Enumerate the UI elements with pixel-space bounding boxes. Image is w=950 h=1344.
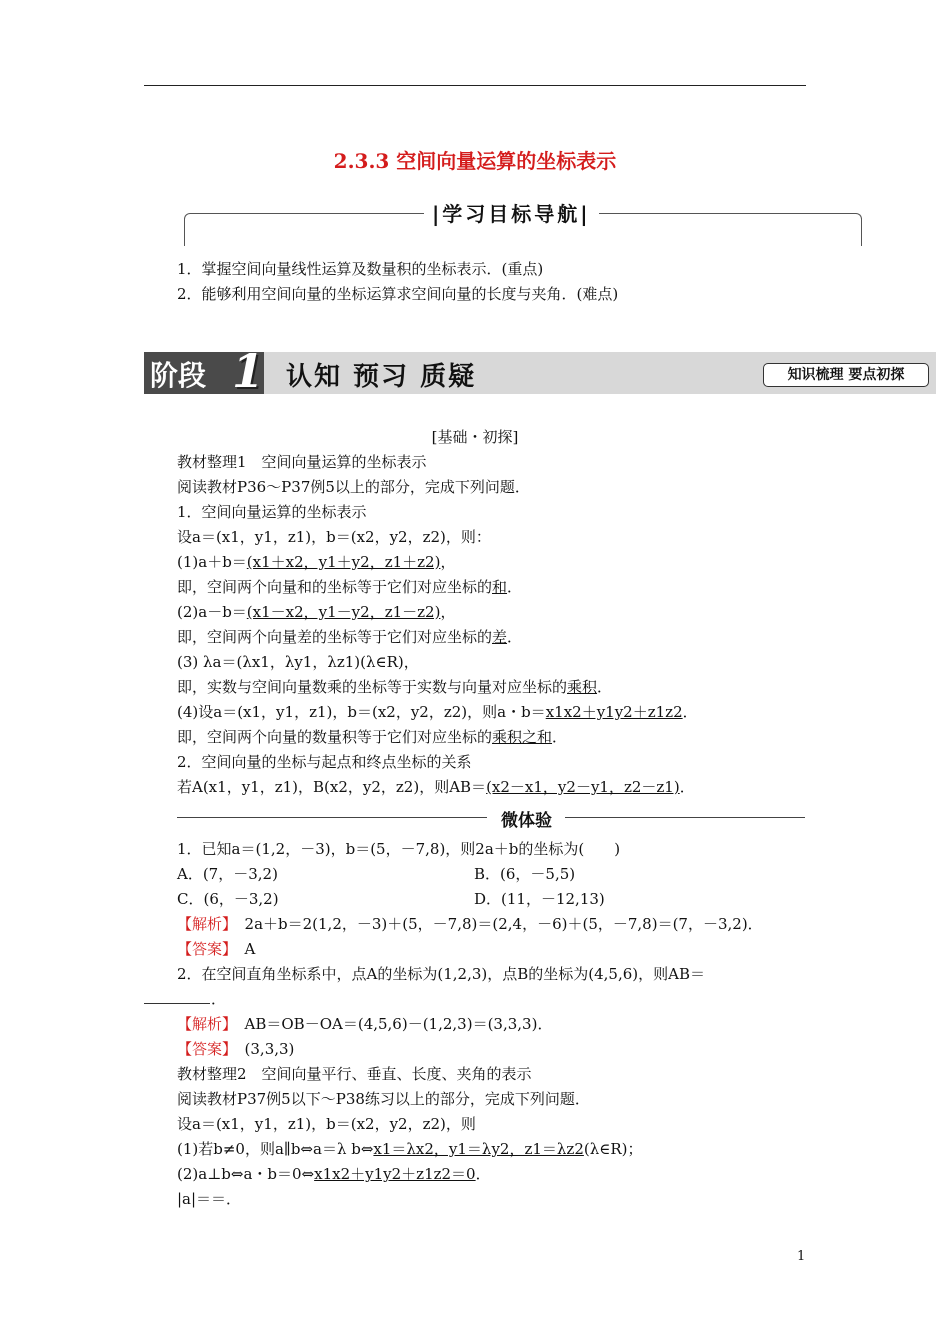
question-1-analysis-text: 2a＋b＝2(1,2，－3)＋(5，－7,8)＝(2,4，－6)＋(5，－7,8)＝(7，－3,2)． — [244, 915, 763, 933]
practice-rule-left — [177, 817, 487, 818]
question-2-tail: ． — [211, 990, 227, 1008]
answer-tag: 【答案】 — [177, 940, 230, 958]
stage-title: 认知 预习 质疑 — [286, 362, 477, 392]
analysis-tag: 【解析】 — [177, 1015, 230, 1033]
goals-label: |学习目标导航| — [424, 198, 599, 227]
stage-number: 1 — [232, 344, 265, 398]
formula-parallel-tail: (λ∈R)； — [583, 1140, 643, 1158]
question-1: 1．已知a＝(1,2，－3)，b＝(5，－7,8)，则2a＋b的坐标为( ) — [177, 840, 621, 858]
basis-label: [基础・初探] — [431, 428, 519, 446]
formula-perpendicular-answer: x1x2＋y1y2＋z1z2＝0 — [314, 1165, 476, 1183]
question-1-option-d: D．(11，－12,13) — [474, 890, 605, 908]
header-rule — [144, 85, 806, 86]
note-diff-tail: ． — [507, 628, 523, 646]
note-dot — [177, 726, 567, 747]
formula-diff-tail: ， — [440, 603, 456, 621]
formula-parallel — [177, 1138, 642, 1159]
question-2-analysis-text: AB＝OB－OA＝(4,5,6)－(1,2,3)＝(3,3,3)． — [244, 1015, 553, 1033]
reading-note-1: 阅读教材P36～P37例5以上的部分，完成下列问题． — [177, 478, 530, 496]
definition-1: 设a＝(x1，y1，z1)，b＝(x2，y2，z2)，则： — [177, 528, 491, 546]
formula-dot-lead: (4)设a＝(x1，y1，z1)，b＝(x2，y2，z2)，则a・b＝ — [177, 703, 546, 721]
formula-sum — [177, 551, 455, 572]
note-scalar-answer: 乘积 — [567, 678, 598, 696]
note-diff-answer: 差 — [492, 628, 508, 646]
question-2-analysis — [177, 1013, 552, 1034]
textbook-section-1: 教材整理1 空间向量运算的坐标表示 — [177, 453, 427, 471]
textbook-section-2: 教材整理2 空间向量平行、垂直、长度、夹角的表示 — [177, 1065, 532, 1083]
practice-rule-right — [565, 817, 805, 818]
formula-scalar: (3) λa＝(λx1，λy1，λz1)(λ∈R)， — [177, 653, 419, 671]
formula-ab — [177, 776, 695, 797]
note-dot-lead: 即，空间两个向量的数量积等于它们对应坐标的 — [177, 728, 493, 746]
question-1-answer-text: A — [244, 940, 256, 958]
note-sum — [177, 576, 522, 597]
formula-ab-answer: (x2－x1，y2－y1，z2－z1) — [486, 778, 680, 796]
formula-sum-answer: (x1＋x2，y1＋y2，z1＋z2) — [246, 553, 441, 571]
analysis-tag: 【解析】 — [177, 915, 230, 933]
formula-perpendicular-tail: ． — [475, 1165, 491, 1183]
answer-tag: 【答案】 — [177, 1040, 230, 1058]
note-diff-lead: 即，空间两个向量差的坐标等于它们对应坐标的 — [177, 628, 493, 646]
note-sum-lead: 即，空间两个向量和的坐标等于它们对应坐标的 — [177, 578, 493, 596]
page-number: 1 — [797, 1249, 806, 1264]
subsection-1: 1．空间向量运算的坐标表示 — [177, 503, 367, 521]
formula-ab-tail: ． — [679, 778, 695, 796]
practice-label: 微体验 — [495, 806, 558, 831]
question-1-option-b: B．(6，－5,5) — [474, 865, 576, 883]
formula-ab-lead: 若A(x1，y1，z1)，B(x2，y2，z2)，则AB＝ — [177, 778, 487, 796]
subsection-2: 2．空间向量的坐标与起点和终点坐标的关系 — [177, 753, 472, 771]
formula-dot-tail: ． — [682, 703, 698, 721]
goal-item-2: 2．能够利用空间向量的坐标运算求空间向量的长度与夹角．(难点) — [177, 285, 619, 303]
note-dot-tail: ． — [552, 728, 568, 746]
question-1-option-c: C．(6，－3,2) — [177, 890, 279, 908]
note-dot-answer: 乘积之和 — [492, 728, 553, 746]
stage-word: 阶段 — [150, 359, 207, 392]
question-1-answer — [177, 938, 255, 959]
formula-diff-lead: (2)a－b＝ — [177, 603, 247, 621]
formula-diff-answer: (x1－x2，y1－y2，z1－z2) — [246, 603, 441, 621]
question-2-answer-text: (3,3,3) — [244, 1040, 295, 1058]
note-scalar-tail: ． — [597, 678, 613, 696]
formula-parallel-answer: x1＝λx2，y1＝λy2，z1＝λz2 — [373, 1140, 584, 1158]
section-title: 2.3.3 空间向量运算的坐标表示 — [333, 149, 617, 173]
goal-item-1: 1．掌握空间向量线性运算及数量积的坐标表示．(重点) — [177, 260, 544, 278]
note-sum-tail: ． — [507, 578, 523, 596]
answer-blank — [144, 1003, 210, 1004]
formula-perpendicular-lead: (2)a⊥b⇔a・b＝0⇔ — [177, 1165, 315, 1183]
note-scalar-lead: 即，实数与空间向量数乘的坐标等于实数与向量对应坐标的 — [177, 678, 568, 696]
formula-length: |a|＝＝． — [177, 1190, 242, 1208]
formula-perpendicular — [177, 1163, 491, 1184]
formula-dot — [177, 701, 698, 722]
definition-2: 设a＝(x1，y1，z1)，b＝(x2，y2，z2)，则 — [177, 1115, 476, 1133]
reading-note-2: 阅读教材P37例5以下～P38练习以上的部分，完成下列问题． — [177, 1090, 590, 1108]
note-scalar — [177, 676, 612, 697]
question-1-option-a: A．(7，－3,2) — [177, 865, 278, 883]
formula-sum-lead: (1)a＋b＝ — [177, 553, 247, 571]
stage-tag: 知识梳理 要点初探 — [763, 363, 929, 387]
question-2-answer — [177, 1038, 294, 1059]
formula-sum-tail: ， — [440, 553, 456, 571]
question-1-analysis — [177, 913, 763, 934]
formula-dot-answer: x1x2＋y1y2＋z1z2 — [545, 703, 683, 721]
note-diff — [177, 626, 522, 647]
formula-parallel-lead: (1)若b≠0，则a∥b⇔a＝λ b⇔ — [177, 1140, 374, 1158]
formula-diff — [177, 601, 455, 622]
question-2: 2．在空间直角坐标系中，点A的坐标为(1,2,3)，点B的坐标为(4,5,6)，则AB＝ — [177, 965, 705, 983]
note-sum-answer: 和 — [492, 578, 508, 596]
